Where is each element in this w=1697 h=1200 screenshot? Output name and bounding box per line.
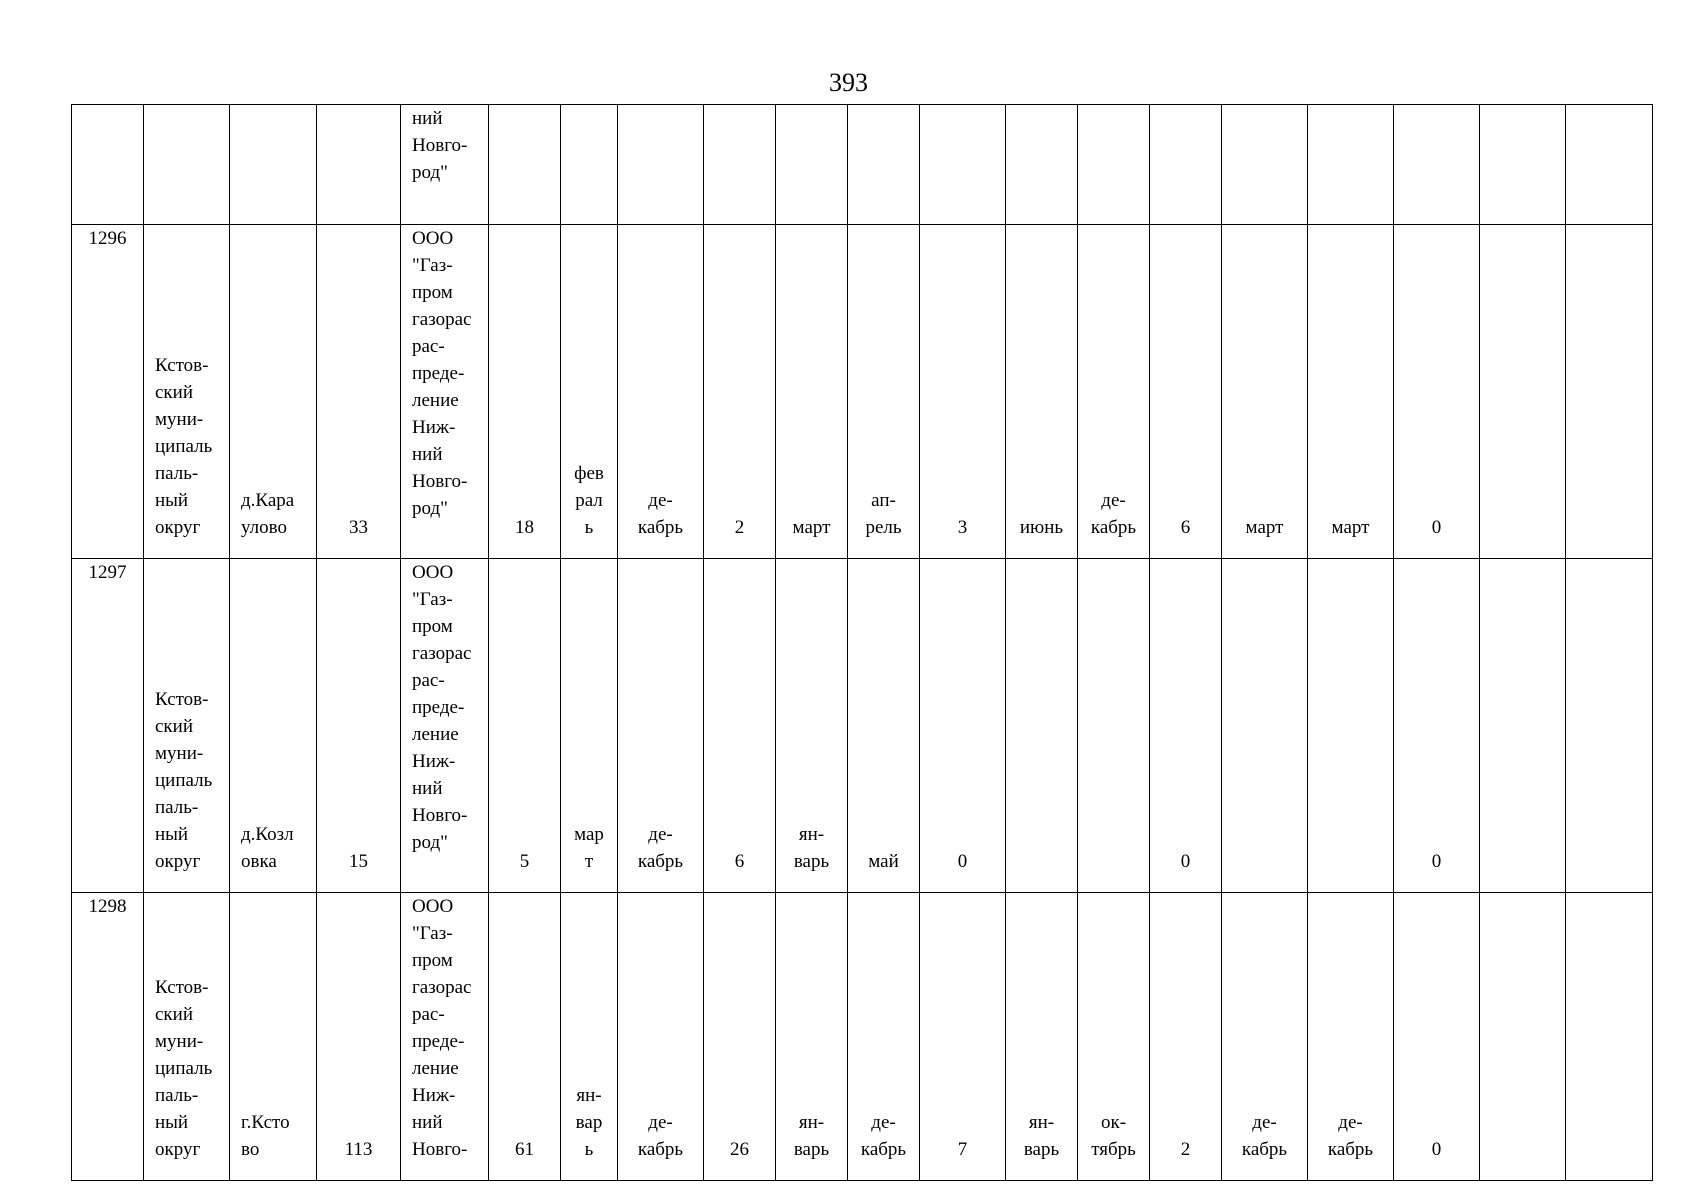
month-cell (1078, 559, 1150, 893)
month-cell: де- кабрь (1222, 893, 1308, 1181)
count-cell: 15 (317, 559, 401, 893)
organization-cell: ООО "Газ- пром газорас рас- преде- ление Ниж- ний Новго- (401, 893, 489, 1181)
empty-cell (1566, 225, 1653, 559)
value-cell: 0 (1394, 559, 1480, 893)
value-cell: 2 (704, 225, 776, 559)
value-cell: 3 (920, 225, 1006, 559)
organization-cell: ний Новго- род" (401, 105, 489, 225)
table-row (72, 105, 1653, 225)
month-cell: март (1308, 225, 1394, 559)
value-cell: 7 (920, 893, 1006, 1181)
count-cell: 33 (317, 225, 401, 559)
month-cell (1006, 105, 1078, 225)
month-cell: мар т (561, 559, 618, 893)
month-cell: март (776, 225, 848, 559)
month-cell: ок- тябрь (1078, 893, 1150, 1181)
month-cell (776, 105, 848, 225)
value-cell (920, 105, 1006, 225)
locality-cell: д.Кара улово (230, 225, 317, 559)
month-cell: де- кабрь (1078, 225, 1150, 559)
row-number: 1296 (72, 225, 144, 559)
month-cell: март (1222, 225, 1308, 559)
district-cell: Кстов- ский муни- ципаль паль- ный округ (144, 559, 230, 893)
organization-cell: ООО "Газ- пром газорас рас- преде- ление Ниж- ний Новго- род" (401, 559, 489, 893)
table-row (72, 225, 1653, 559)
month-cell: май (848, 559, 920, 893)
row-number (72, 105, 144, 225)
empty-cell (1566, 893, 1653, 1181)
value-cell: 6 (704, 559, 776, 893)
month-cell: июнь (1006, 225, 1078, 559)
district-cell (144, 105, 230, 225)
locality-cell: г.Ксто во (230, 893, 317, 1181)
value-cell: 26 (704, 893, 776, 1181)
month-cell (1078, 105, 1150, 225)
count-cell (317, 105, 401, 225)
table-row (72, 559, 1653, 893)
month-cell: ян- варь (776, 559, 848, 893)
month-cell (1308, 559, 1394, 893)
value-cell: 0 (920, 559, 1006, 893)
value-cell: 6 (1150, 225, 1222, 559)
value-cell: 0 (1394, 225, 1480, 559)
value-cell (489, 105, 561, 225)
page-number: 393 (829, 68, 868, 97)
month-cell (848, 105, 920, 225)
district-cell: Кстов- ский муни- ципаль паль- ный округ (144, 893, 230, 1181)
value-cell: 61 (489, 893, 561, 1181)
month-cell (1308, 105, 1394, 225)
value-cell (1394, 105, 1480, 225)
month-cell: де- кабрь (618, 559, 704, 893)
month-cell: де- кабрь (618, 225, 704, 559)
value-cell: 5 (489, 559, 561, 893)
data-table (71, 104, 1653, 1181)
district-cell: Кстов- ский муни- ципаль паль- ный округ (144, 225, 230, 559)
month-cell (1222, 105, 1308, 225)
organization-cell: ООО "Газ- пром газорас рас- преде- ление Ниж- ний Новго- род" (401, 225, 489, 559)
empty-cell (1480, 105, 1566, 225)
empty-cell (1480, 893, 1566, 1181)
value-cell: 18 (489, 225, 561, 559)
value-cell (1150, 105, 1222, 225)
empty-cell (1480, 225, 1566, 559)
month-cell (561, 105, 618, 225)
value-cell: 2 (1150, 893, 1222, 1181)
month-cell: де- кабрь (618, 893, 704, 1181)
month-cell: фев рал ь (561, 225, 618, 559)
count-cell: 113 (317, 893, 401, 1181)
locality-cell: д.Козл овка (230, 559, 317, 893)
empty-cell (1566, 105, 1653, 225)
month-cell: де- кабрь (1308, 893, 1394, 1181)
month-cell: ян- вар ь (561, 893, 618, 1181)
value-cell: 0 (1394, 893, 1480, 1181)
value-cell (704, 105, 776, 225)
table-row (72, 893, 1653, 1181)
month-cell: ян- варь (1006, 893, 1078, 1181)
month-cell: ап- рель (848, 225, 920, 559)
row-number: 1298 (72, 893, 144, 1181)
month-cell: де- кабрь (848, 893, 920, 1181)
locality-cell (230, 105, 317, 225)
month-cell (618, 105, 704, 225)
month-cell (1222, 559, 1308, 893)
month-cell (1006, 559, 1078, 893)
row-number: 1297 (72, 559, 144, 893)
value-cell: 0 (1150, 559, 1222, 893)
empty-cell (1566, 559, 1653, 893)
empty-cell (1480, 559, 1566, 893)
month-cell: ян- варь (776, 893, 848, 1181)
